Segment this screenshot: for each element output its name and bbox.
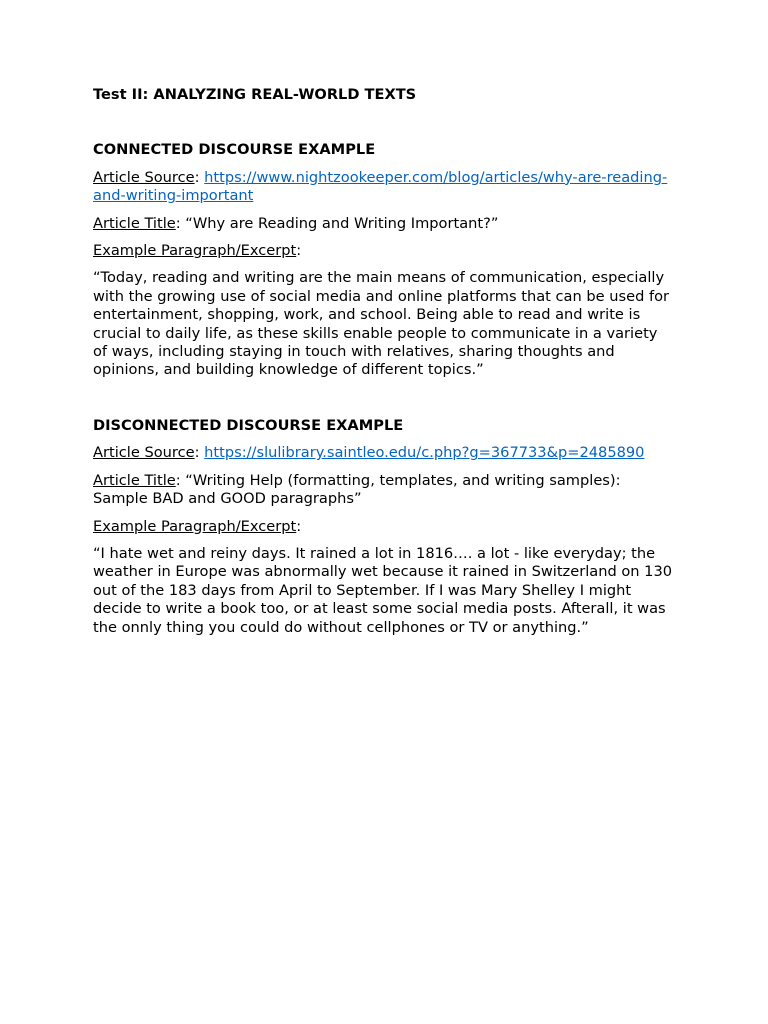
colon: : [194, 168, 205, 186]
excerpt-label: Example Paragraph/Excerpt [93, 517, 297, 535]
disconnected-discourse-section [93, 417, 673, 637]
article-title-value: : “Writing Help (formatting, templates, and writing samples): Sample BAD and GOOD paragraphs” [93, 471, 621, 508]
article-title-value: : “Why are Reading and Writing Important?” [175, 214, 499, 232]
article-source-link[interactable]: https://slulibrary.saintleo.edu/c.php?g=367733&p=2485890 [204, 444, 645, 462]
excerpt-label-row [93, 518, 673, 536]
excerpt-paragraph: “I hate wet and reiny days. It rained a lot in 1816…. a lot - like everyday; the weather in Europe was abnormally wet because it rained in Switzerland on 130 out of the 183 days from April to September. If I was Mary Shelley I might decide to write a book too, or at least some social media posts. Afterall, it was the onnly thing you could do without cellphones or TV or anything.” [93, 544, 673, 636]
document-title: Test II: ANALYZING REAL-WORLD TEXTS [93, 86, 417, 103]
excerpt-paragraph: “Today, reading and writing are the main means of communication, especially with the growing use of social media and online platforms that can be used for entertainment, shopping, work, and school. Being able to read and write is crucial to daily life, as these skills enable people to communicate in a variety of ways, including staying in touch with relatives, sharing thoughts and opinions, and building knowledge of different topics.” [93, 269, 670, 379]
article-source-label: Article Source [93, 444, 195, 462]
section-heading: CONNECTED DISCOURSE EXAMPLE [93, 141, 376, 159]
colon: : [194, 444, 205, 462]
article-title-row [93, 472, 673, 509]
connected-discourse-section [93, 141, 673, 379]
article-source-row [93, 169, 673, 206]
section-heading: DISCONNECTED DISCOURSE EXAMPLE [93, 416, 404, 434]
colon: : [296, 242, 302, 260]
excerpt-label: Example Paragraph/Excerpt [93, 242, 297, 260]
article-source-row [93, 444, 673, 462]
article-title-label: Article Title [93, 471, 176, 489]
document-body [93, 86, 673, 637]
article-title-label: Article Title [93, 214, 176, 232]
article-source-label: Article Source [93, 168, 195, 186]
excerpt-label-row [93, 242, 673, 260]
article-title-row [93, 215, 673, 233]
article-source-link[interactable]: https://www.nightzookeeper.com/blog/articles/why-are-reading-and-writing-important [93, 168, 668, 205]
colon: : [296, 517, 302, 535]
